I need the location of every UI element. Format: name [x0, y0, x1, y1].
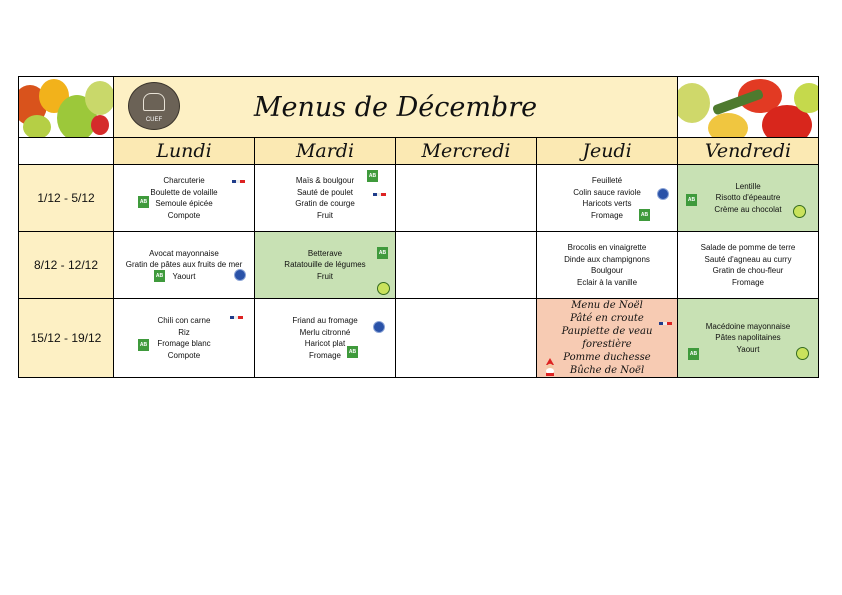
page-title: Menus de Décembre: [253, 91, 538, 123]
bio-icon: AB: [347, 346, 358, 358]
dish: Fromage blanc: [157, 339, 211, 348]
dish: Riz: [178, 327, 190, 337]
day-header-mardi: Mardi: [255, 138, 396, 165]
chef-logo: [128, 82, 180, 130]
day-header-jeudi: Jeudi: [537, 138, 678, 165]
vegetables-photo: [678, 77, 819, 138]
dish: Risotto d'épeautre: [715, 193, 781, 203]
bio-icon: AB: [688, 348, 699, 360]
bio-icon: AB: [367, 170, 378, 182]
viande-francaise-icon: [659, 319, 673, 329]
menu-cell-mercredi: [396, 165, 537, 232]
label-quality-icon: [373, 321, 385, 333]
dish: Sauté d'agneau au curry: [704, 254, 792, 264]
menu-cell-mercredi: [396, 232, 537, 299]
label-quality-icon: [657, 188, 669, 200]
menu-cell-lundi: [114, 299, 255, 378]
menu-cell-vendredi: [678, 232, 819, 299]
menu-table: [18, 76, 819, 378]
dish: Gratin de pâtes aux fruits de mer: [125, 260, 243, 270]
dish: Yaourt: [736, 344, 760, 354]
menu-sheet: [18, 76, 818, 376]
corner-cell: [19, 138, 114, 165]
dish: Charcuterie: [163, 176, 205, 185]
dish: Macédoine mayonnaise: [705, 321, 791, 331]
viande-francaise-icon: [373, 190, 387, 200]
dish: Avocat mayonnaise: [149, 248, 219, 258]
dish: Paupiette de veau forestière: [561, 326, 653, 350]
bio-icon: AB: [377, 247, 388, 259]
title-banner: [114, 77, 678, 138]
week-label: 15/12 - 19/12: [19, 299, 114, 378]
dish: Bûche de Noël: [569, 365, 645, 376]
dish: Sauté de poulet: [296, 187, 354, 197]
vegetarian-icon: [793, 205, 806, 218]
dish: Feuilleté: [591, 176, 623, 185]
menu-cell-mardi: [255, 165, 396, 232]
dish: Salade de pomme de terre: [700, 243, 796, 252]
dish: Compote: [167, 350, 201, 360]
dish: Compote: [167, 210, 201, 220]
vegetarian-icon: [796, 347, 809, 360]
viande-francaise-icon: [230, 313, 244, 323]
dish: Pomme duchesse: [563, 352, 651, 363]
week-label: 1/12 - 5/12: [19, 165, 114, 232]
viande-francaise-icon: [232, 177, 246, 187]
bio-icon: AB: [639, 209, 650, 221]
dish: Boulette de volaille: [150, 187, 218, 197]
dish: Pâtes napolitaines: [715, 333, 781, 343]
dish: Friand au fromage: [292, 316, 358, 325]
dish: Gratin de courge: [295, 199, 355, 208]
menu-cell-lundi: [114, 232, 255, 299]
day-header-mercredi: Mercredi: [396, 138, 537, 165]
dish: Lentille: [735, 181, 761, 191]
peppers-photo: [19, 77, 114, 138]
dish: Brocolis en vinaigrette: [567, 243, 647, 252]
vegetarian-icon: [377, 282, 390, 295]
dish: Eclair à la vanille: [576, 277, 638, 287]
dish: Gratin de chou-fleur: [712, 266, 784, 275]
menu-cell-vendredi: [678, 165, 819, 232]
menu-cell-jeudi-noel: [537, 299, 678, 378]
dish: Maïs & boulgour: [295, 176, 355, 185]
menu-cell-mercredi: [396, 299, 537, 378]
dish: Crème au chocolat: [714, 204, 782, 214]
dish: Ratatouille de légumes: [284, 260, 366, 270]
dish: Chili con carne: [157, 316, 211, 325]
day-header-vendredi: Vendredi: [678, 138, 819, 165]
bio-icon: AB: [138, 196, 149, 208]
dish: Haricots verts: [582, 199, 632, 208]
noel-title: Menu de Noël: [571, 300, 643, 311]
week-label: 8/12 - 12/12: [19, 232, 114, 299]
dish: Boulgour: [590, 266, 624, 275]
dish: Semoule épicée: [155, 199, 213, 208]
dish: Haricot plat: [304, 339, 346, 348]
dish: Dinde aux champignons: [564, 254, 650, 264]
dish: Colin sauce raviole: [573, 187, 641, 197]
dish: Fromage: [590, 210, 623, 220]
dish: Fromage: [308, 350, 341, 360]
dish: Merlu citronné: [299, 327, 351, 337]
bio-icon: AB: [138, 339, 149, 351]
menu-cell-jeudi: [537, 232, 678, 299]
menu-cell-lundi: [114, 165, 255, 232]
label-quality-icon: [234, 269, 246, 281]
bio-icon: AB: [686, 194, 697, 206]
logo-text: CUEF: [145, 117, 163, 123]
day-header-lundi: Lundi: [114, 138, 255, 165]
chef-hat-icon: [143, 93, 165, 111]
menu-cell-jeudi: [537, 165, 678, 232]
menu-cell-vendredi: [678, 299, 819, 378]
dish: Fromage: [731, 277, 764, 287]
dish: Fruit: [317, 271, 333, 281]
menu-cell-mardi: [255, 299, 396, 378]
bio-icon: AB: [154, 270, 165, 282]
santa-icon: [543, 358, 557, 376]
dish: Yaourt: [172, 271, 196, 281]
dish: Fruit: [317, 210, 333, 220]
dish: Pâté en croute: [570, 313, 644, 324]
menu-cell-mardi: [255, 232, 396, 299]
dish: Betterave: [307, 248, 343, 258]
